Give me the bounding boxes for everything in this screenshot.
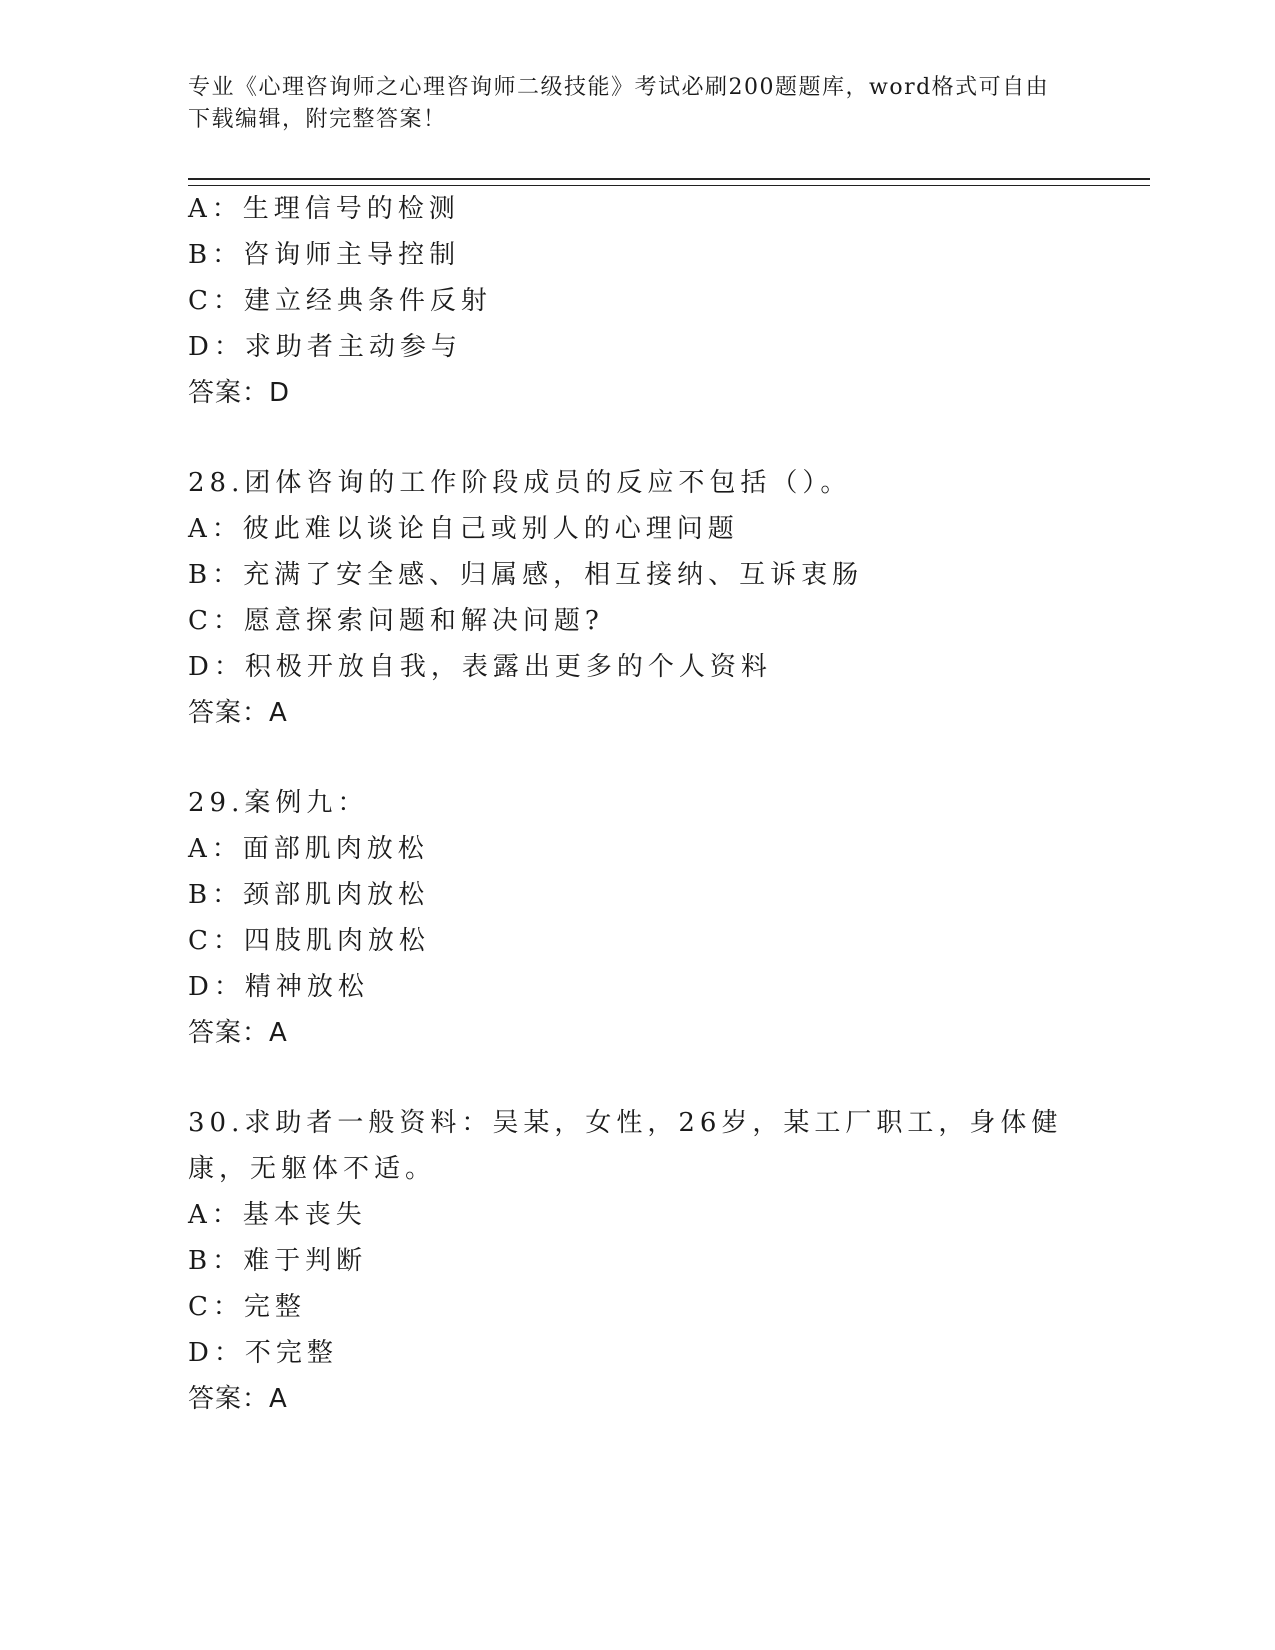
spacer <box>188 1056 1088 1100</box>
question-27 <box>188 186 1088 416</box>
option-d: D：精神放松 <box>188 972 369 1002</box>
answer-line: 答案：A <box>188 1384 288 1414</box>
answer-line: 答案：D <box>188 378 291 408</box>
question-28 <box>188 460 1088 736</box>
option-d: D：积极开放自我，表露出更多的个人资料 <box>188 652 772 682</box>
question-text: 29.案例九： <box>188 788 369 818</box>
question-text: 30.求助者一般资料：吴某，女性，26岁，某工厂职工，身体健康，无躯体不适。 <box>188 1108 1063 1184</box>
document-header: 专业《心理咨询师之心理咨询师二级技能》考试必刷200题题库，word格式可自由下载编辑，附完整答案！ <box>188 75 1050 132</box>
option-a: A：面部肌肉放松 <box>188 834 429 864</box>
option-a: A：生理信号的检测 <box>188 194 460 224</box>
option-b: B：颈部肌肉放松 <box>188 880 430 910</box>
question-text: 28.团体咨询的工作阶段成员的反应不包括（）。 <box>188 468 852 498</box>
question-30 <box>188 1100 1088 1422</box>
option-c: C：四肢肌肉放松 <box>188 926 430 956</box>
question-29 <box>188 780 1088 1056</box>
option-c: C：完整 <box>188 1292 306 1322</box>
question-list <box>188 186 1088 1422</box>
spacer <box>188 416 1088 460</box>
option-b: B：咨询师主导控制 <box>188 240 461 270</box>
answer-line: 答案：A <box>188 698 288 728</box>
header-divider <box>188 178 1150 186</box>
option-a: A：彼此难以谈论自己或别人的心理问题 <box>188 514 739 544</box>
option-b: B：难于判断 <box>188 1246 368 1276</box>
option-d: D：不完整 <box>188 1338 338 1368</box>
option-c: C：愿意探索问题和解决问题? <box>188 606 604 636</box>
option-d: D：求助者主动参与 <box>188 332 462 362</box>
option-b: B：充满了安全感、归属感，相互接纳、互诉衷肠 <box>188 560 864 590</box>
spacer <box>188 736 1088 780</box>
option-c: C：建立经典条件反射 <box>188 286 492 316</box>
answer-line: 答案：A <box>188 1018 288 1048</box>
option-a: A：基本丧失 <box>188 1200 367 1230</box>
